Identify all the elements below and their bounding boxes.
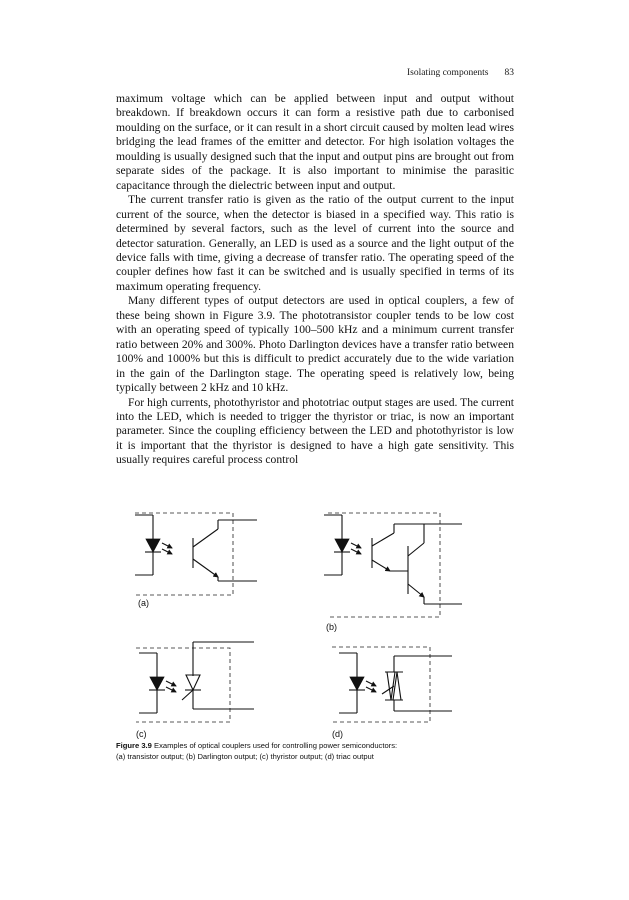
panel-a-label: (a) [138,598,149,608]
running-title: Isolating components [406,68,489,78]
panel-c-thyristor [136,642,254,739]
caption-label: Figure 3.9 [116,741,152,750]
figure-caption [116,741,536,762]
panel-a-transistor [135,513,257,608]
panel-b-label: (b) [326,622,337,632]
panel-c-label: (c) [136,729,147,739]
panel-d-label: (d) [332,729,343,739]
caption-text: Examples of optical couplers used for controlling power semiconductors: [154,741,398,750]
caption-line-2: (a) transistor output; (b) Darlington output; (c) thyristor output; (d) triac output [116,751,374,761]
paragraph-3: Many different types of output detectors are used in optical couplers, a few of these being shown in Figure 3.9. The phototransistor coupler tends to be low cost with an operating speed of typically 100–500 kHz and a minimum current transfer ratio between 20% and 300%. Photo Darlington devices have a transfer ratio between 100% and 1000% but this is difficult to predict accurately due to the wide variation in the gain of the Darlington stage. The operating speed is relatively low, being typically between 2 kHz and 10 kHz. [116,294,514,395]
caption-line-1 [116,741,536,752]
panel-d-triac [332,647,452,739]
paragraph-1: maximum voltage which can be applied between input and output without breakdown. If breakdown occurs it can form a resistive path due to carbonised moulding on the surface, or it can result in a short circuit caused by molten lead wires bridging the lead frames of the emitter and detector. For high isolation voltages the moulding is usually designed such that the input and output pins are brought out from separate sides of the package. It is also important to minimise the parasitic capacitance through the dielectric between input and output. [116,92,514,192]
panel-b-darlington [324,513,462,632]
paragraph-4: For high currents, photothyristor and phototriac output stages are used. The current into the LED, which is needed to trigger the thyristor or triac, is now an important parameter. Since the coupling efficiency between the LED and photothyristor is low it is important that the thyristor is designed to have a high gate sensitivity. This usually requires careful process control [116,395,514,467]
paragraph-2: The current transfer ratio is given as the ratio of the output current to the input current of the source, when the detector is biased in a specified way. This ratio is determined by several factors, such as the level of current into the source and detector saturation. Generally, an LED is used as a source and the light output of the device falls with time, giving a decrease of transfer ratio. The operating speed of the coupler defines how fast it can be switched and is usually specified in terms of its maximum operating frequency. [116,193,514,293]
page-number: 83 [504,68,514,78]
